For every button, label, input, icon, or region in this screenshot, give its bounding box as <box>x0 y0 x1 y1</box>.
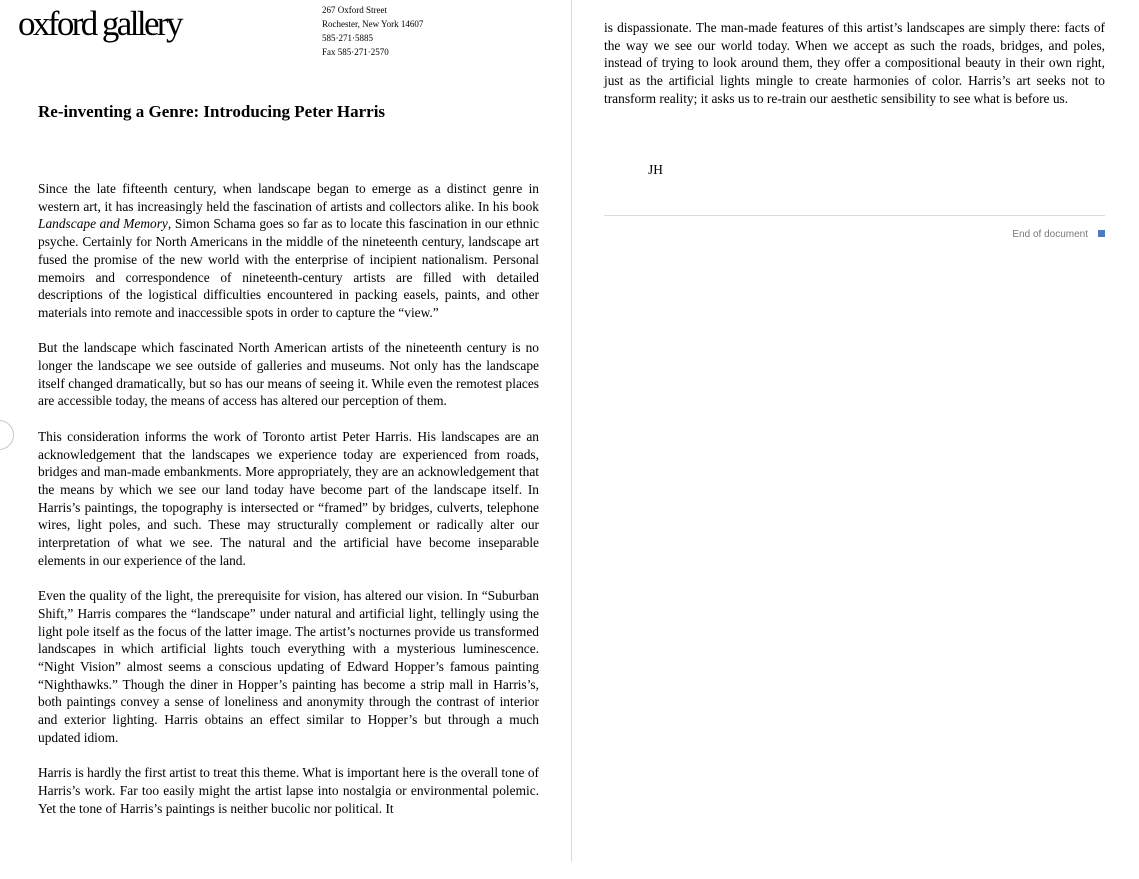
end-of-document <box>1012 229 1105 240</box>
page-2 <box>572 0 1139 879</box>
paragraph-1 <box>38 180 539 322</box>
document-body <box>38 180 539 835</box>
document-title: Re-inventing a Genre: Introducing Peter Harris <box>38 102 386 121</box>
page-navigation-handle[interactable] <box>0 420 14 450</box>
address-city: Rochester, New York 14607 <box>322 19 424 29</box>
book-title: Landscape and Memory <box>38 216 168 232</box>
author-signature: JH <box>648 162 663 177</box>
gallery-address <box>322 3 423 59</box>
paragraph-1-start: Since the late fifteenth century, when landscape began to emerge as a distinct genre in western art, it has increasingly held the fascination of artists and collectors alike. In his book <box>38 181 539 214</box>
logo-text-gallery: gallery <box>101 4 181 43</box>
end-of-document-label: End of document <box>1012 229 1088 240</box>
gallery-logo <box>18 4 181 44</box>
paragraph-2: But the landscape which fascinated North American artists of the nineteenth century is no longer the landscape we see outside of galleries and museums. Not only has the landscape itself changed dramatically, but so has our means of seeing it. While even the remotest places are accessible today, the means of access has altered our perception of them. <box>38 340 539 409</box>
logo-text-oxford: oxford <box>18 4 102 43</box>
paragraph-3: This consideration informs the work of Toronto artist Peter Harris. His landscapes are an acknowledgement that the landscapes we experience today are experienced from roads, bridges and man-made embankments. More appropriately, they are an acknowledgement that the means by which we see our land today have become part of the landscape itself. In Harris’s paintings, the topography is intersected or “framed” by bridges, culverts, telephone wires, light poles, and such. These may structurally complement or radically alter our interpretation of what we see. The natural and the artificial have become inseparable elements in our experience of the land. <box>38 428 539 568</box>
document-body-continued <box>604 19 1105 108</box>
end-marker-icon <box>1098 230 1105 237</box>
end-of-document-rule <box>604 215 1105 216</box>
paragraph-5: Harris is hardly the first artist to treat this theme. What is important here is the overall tone of Harris’s work. Far too easily might the artist lapse into nostalgia or environmental polemic. Yet the tone of Harris’s paintings is neither bucolic nor political. It <box>38 765 539 816</box>
paragraph-1-end: , Simon Schama goes so far as to locate this fascination in our ethnic psyche. Certainly for North Americans in the middle of the nineteenth century, landscape art fused the promise of the new world with the enterprise of incipient nationalism. Personal memoirs and correspondence of nineteenth-century artists are filled with detailed descriptions of the logistical difficulties encountered in packing easels, paints, and other materials into remote and inaccessible spots in order to capture the “view.” <box>38 216 540 320</box>
paragraph-5-continued: is dispassionate. The man-made features of this artist’s landscapes are simply there: facts of the way we see our world today. When we accept as such the roads, bridges, and poles, instead of trying to look around them, they offer a compositional beauty in their own right, just as the artificial lights mingle to create harmonies of color. Harris’s art seeks not to transform reality; it asks us to re-train our aesthetic sensibility to see what is before us. <box>604 20 1105 106</box>
address-fax: Fax 585·271·2570 <box>322 47 389 57</box>
address-street: 267 Oxford Street <box>322 5 387 15</box>
paragraph-4: Even the quality of the light, the prerequisite for vision, has altered our vision. In “Suburban Shift,” Harris compares the “landscape” under natural and artificial light, tellingly using the light pole itself as the focus of the latter image. The artist’s nocturnes provide us transformed landscapes in which artificial lights touch everything with a mysterious luminescence. “Night Vision” almost seems a conscious updating of Edward Hopper’s famous painting “Nighthawks.” Though the diner in Hopper’s painting has become a strip mall in Harris’s, both paintings convey a sense of loneliness and anonymity through the contrast of interior and exterior lighting. Harris obtains an effect similar to Hopper’s but through a much updated idiom. <box>38 588 539 745</box>
address-phone: 585·271·5885 <box>322 33 373 43</box>
